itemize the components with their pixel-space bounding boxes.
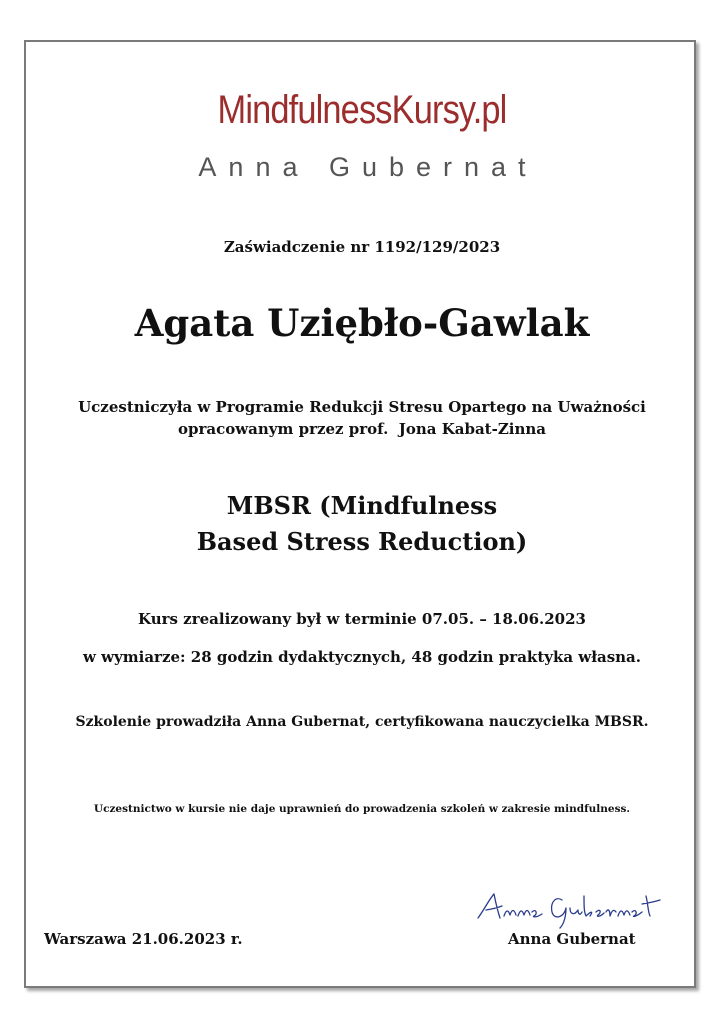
- disclaimer: Uczestnictwo w kursie nie daje uprawnień do prowadzenia szkoleń w zakresie mindfulness.: [93, 803, 631, 815]
- program-title-line-1: MBSR (Mindfulness: [226, 491, 498, 520]
- signer-name: Anna Gubernat: [508, 930, 636, 948]
- description-line-1: Uczestniczyła w Programie Redukcji Stresu Opartego na Uważności: [78, 398, 646, 416]
- trainer-statement: Szkolenie prowadziła Anna Gubernat, certyfikowana nauczycielka MBSR.: [75, 714, 649, 730]
- participant-name: Agata Uziębło-Gawlak: [134, 301, 590, 345]
- description-line-2: opracowanym przez prof. Jona Kabat-Zinna: [177, 420, 547, 438]
- handwritten-signature: [470, 882, 670, 932]
- course-term: Kurs zrealizowany był w terminie 07.05. – 18.06.2023: [138, 610, 586, 628]
- certificate-number: Zaświadczenie nr 1192/129/2023: [223, 238, 501, 256]
- place-and-date: Warszawa 21.06.2023 r.: [44, 930, 243, 948]
- program-title: [0, 488, 724, 560]
- program-title-line-2: Based Stress Reduction): [196, 527, 528, 556]
- logo-title: MindfulnessKursy.pl: [217, 88, 507, 132]
- course-hours: w wymiarze: 28 godzin dydaktycznych, 48 godzin praktyka własna.: [82, 648, 641, 666]
- participation-description: [0, 396, 724, 440]
- logo-subtitle: Anna Gubernat: [198, 152, 538, 182]
